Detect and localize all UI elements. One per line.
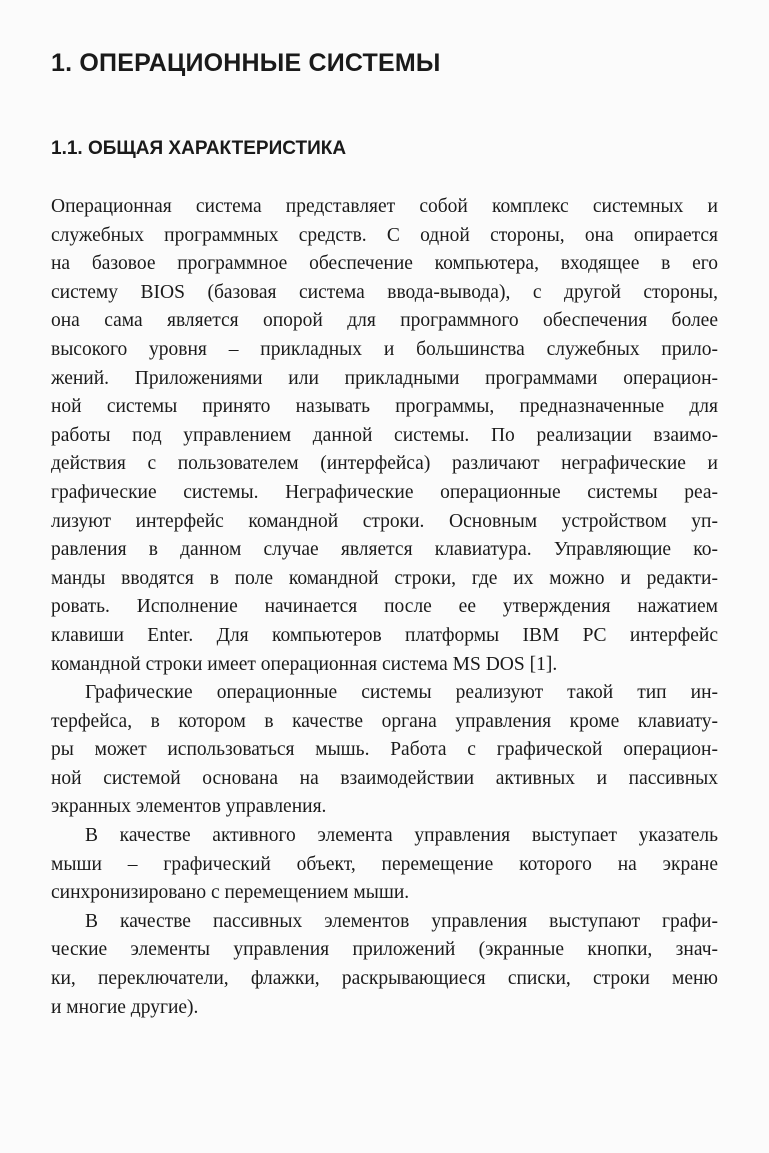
text-line: ной системы принято называть программы, предназначенные для [51,396,718,418]
text-line: Операционная система представляет собой комплекс системных и [51,196,718,217]
paragraph-3 [51,822,718,908]
text-line: графические системы. Неграфические операционные системы реа- [51,481,718,503]
text-line: высокого уровня – прикладных и большинства служебных прило- [51,338,718,360]
text-line: синхронизировано с перемещением мыши. [51,882,410,904]
chapter-title: 1. ОПЕРАЦИОННЫЕ СИСТЕМЫ [51,49,441,77]
text-line: ческие элементы управления приложений (экранные кнопки, знач- [51,939,718,961]
text-line: ры может использоваться мышь. Работа с графической операцион- [51,739,718,761]
text-line: действия с пользователем (интерфейса) различают неграфические и [51,453,718,475]
text-line: и многие другие). [51,996,199,1018]
text-line: ки, переключатели, флажки, раскрывающиеся списки, строки меню [51,968,718,990]
text-line: работы под управлением данной системы. По реализации взаимо- [51,424,718,446]
text-line: мыши – графический объект, перемещение которого на экране [51,853,718,875]
text-line: равления в данном случае является клавиатура. Управляющие ко- [51,539,718,561]
text-line: клавиши Enter. Для компьютеров платформы IBM PC интерфейс [51,624,718,646]
text-line: командной строки имеет операционная система MS DOS [1]. [51,653,558,675]
text-line: Графические операционные системы реализуют такой тип ин- [85,682,718,704]
text-line: экранных элементов управления. [51,796,327,818]
text-line: ровать. Исполнение начинается после ее утверждения нажатием [51,596,718,618]
text-line: она сама является опорой для программного обеспечения более [51,310,718,332]
paragraph-2 [51,679,718,822]
paragraph-4 [51,908,718,1022]
text-line: жений. Приложениями или прикладными программами операцион- [51,367,718,389]
text-line: лизуют интерфейс командной строки. Основным устройством уп- [51,510,718,532]
text-line: В качестве активного элемента управления выступает указатель [85,825,718,847]
text-line: терфейса, в котором в качестве органа управления кроме клавиату- [51,710,718,732]
text-line: манды вводятся в поле командной строки, где их можно и редакти- [51,567,718,589]
body-text [51,193,718,1022]
text-line: на базовое программное обеспечение компьютера, входящее в его [51,253,718,275]
text-line: служебных программных средств. С одной стороны, она опирается [51,224,718,246]
text-line: систему BIOS (базовая система ввода-вывода), с другой стороны, [51,281,718,303]
paragraph-1 [51,193,718,679]
section-title: 1.1. ОБЩАЯ ХАРАКТЕРИСТИКА [51,138,347,159]
text-line: ной системой основана на взаимодействии активных и пассивных [51,767,718,789]
text-line: В качестве пассивных элементов управления выступают графи- [85,910,718,932]
